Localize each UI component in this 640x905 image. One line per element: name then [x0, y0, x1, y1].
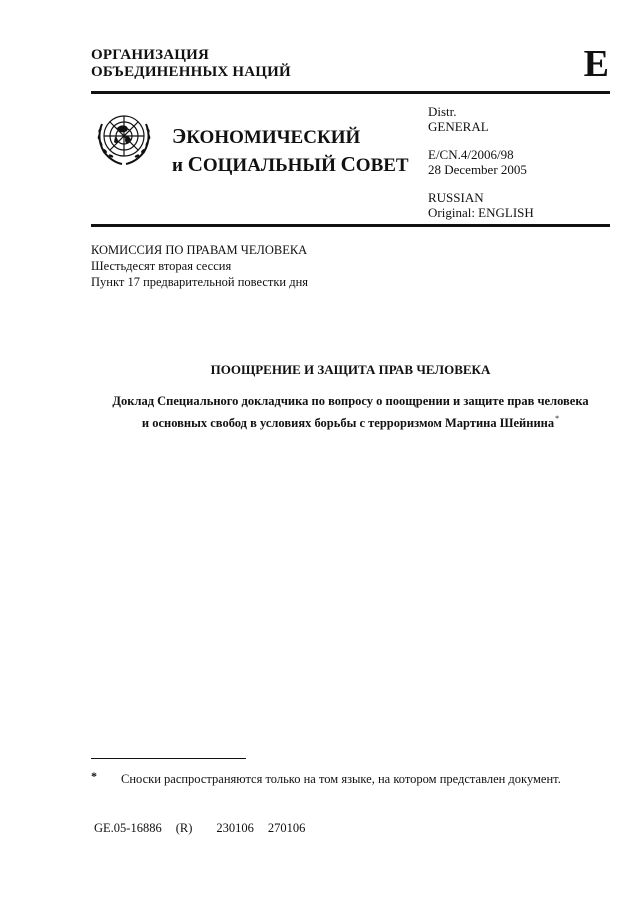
- document-lang-code: (R): [175, 821, 193, 835]
- report-title: [91, 392, 610, 432]
- council-name-line1: [172, 123, 409, 151]
- commission-name: КОМИССИЯ ПО ПРАВАМ ЧЕЛОВЕКА: [91, 243, 308, 257]
- organization-name-line1: ОРГАНИЗАЦИЯ: [91, 47, 210, 63]
- header-top-rule: [91, 91, 610, 94]
- distribution-block: [428, 104, 534, 220]
- council-initial-s2: С: [340, 152, 356, 176]
- footnote-reference: *: [555, 414, 560, 423]
- council-conjunction: и: [172, 155, 188, 176]
- organization-name-line2: ОБЪЕДИНЕННЫХ НАЦИЙ: [91, 64, 291, 80]
- council-word-economic: КОНОМИЧЕСКИЙ: [186, 127, 361, 148]
- council-name: [172, 123, 409, 179]
- report-title-line2-text: и основных свобод в условиях борьбы с терроризмом Мартина Шейнина: [141, 416, 555, 430]
- language-mark: E: [583, 43, 609, 85]
- document-date-2: 270106: [267, 821, 306, 835]
- document-title: ПООЩРЕНИЕ И ЗАЩИТА ПРАВ ЧЕЛОВЕКА: [210, 362, 491, 377]
- footnote-separator: [91, 758, 246, 759]
- report-title-line1: Доклад Специального докладчика по вопросу о поощрении и защите прав человека: [112, 394, 589, 408]
- un-emblem-icon: [93, 106, 155, 168]
- document-date: 28 December 2005: [428, 162, 527, 177]
- commission-agenda-item: Пункт 17 предварительной повестки дня: [91, 275, 309, 289]
- council-initial-s1: С: [187, 152, 203, 176]
- organization-name: [91, 47, 291, 81]
- council-initial-e: Э: [172, 124, 187, 148]
- commission-block: [91, 242, 308, 290]
- footnote-text: Сноски распространяются только на том языке, на котором представлен документ.: [121, 772, 561, 786]
- document-symbol: E/CN.4/2006/98: [428, 147, 514, 162]
- document-number: GE.05-16886: [94, 821, 162, 835]
- council-word-council: ОВЕТ: [355, 155, 409, 176]
- council-word-social: ОЦИАЛЬНЫЙ: [202, 155, 341, 176]
- footnote: [91, 768, 561, 787]
- commission-session: Шестьдесят вторая сессия: [91, 259, 232, 273]
- document-language: RUSSIAN: [428, 190, 484, 205]
- document-date-1: 230106: [216, 821, 254, 835]
- header-bottom-rule: [91, 224, 610, 227]
- distr-general: GENERAL: [428, 119, 489, 134]
- document-code: [94, 820, 319, 836]
- council-name-line2: [172, 151, 409, 179]
- report-title-line2: [91, 410, 610, 432]
- footnote-mark: *: [91, 769, 97, 783]
- original-language: Original: ENGLISH: [428, 205, 534, 220]
- distr-label: Distr.: [428, 104, 457, 119]
